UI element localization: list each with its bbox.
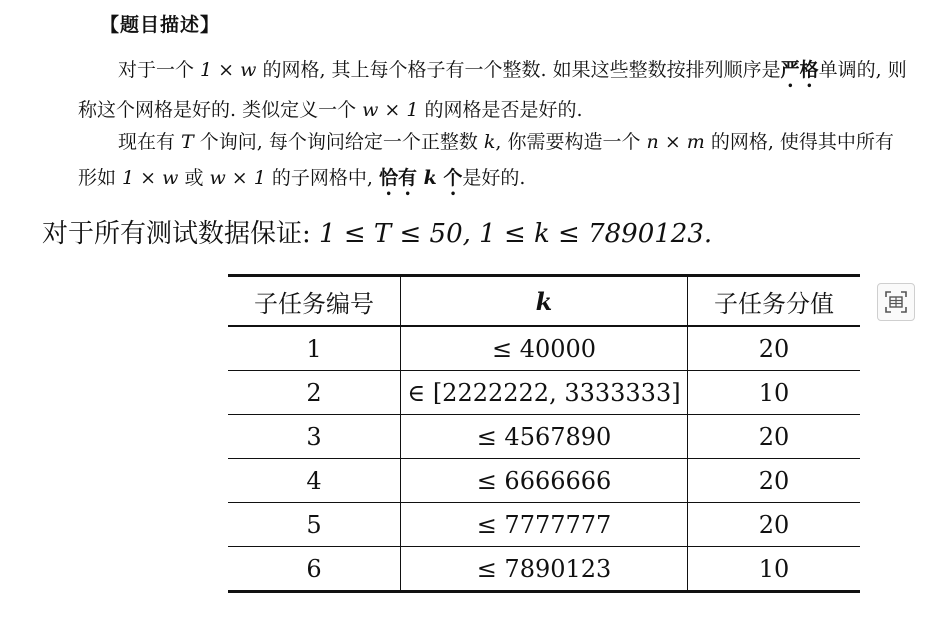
scan-text-icon-glyph bbox=[884, 290, 908, 314]
cell-k-range: ≤ 7890123 bbox=[401, 547, 688, 592]
cell-score: 20 bbox=[758, 334, 790, 363]
cell-score: 10 bbox=[758, 554, 790, 583]
problem-paragraph-1: 对于一个 1 × w 的网格, 其上每个格子有一个整数. 如果这些整数按排列顺序是严格单调的, 则称这个网格是好的. 类似定义一个 w × 1 的网格是否是好的. bbox=[78, 59, 907, 121]
cell-k-range: ≤ 7777777 bbox=[401, 503, 688, 547]
strict-emphasis: 严格 bbox=[780, 59, 819, 81]
cell-k-range: ≤ 40000 bbox=[401, 326, 688, 371]
cell-k-range: ∈ [2222222, 3333333] bbox=[401, 371, 688, 415]
cell-score: 20 bbox=[758, 510, 790, 539]
cell-score: 20 bbox=[758, 422, 790, 451]
table-header-row bbox=[228, 276, 860, 327]
subtask-table-container bbox=[228, 274, 860, 593]
cell-score: 20 bbox=[758, 466, 790, 495]
subtask-table bbox=[228, 274, 860, 593]
problem-paragraph-2: 现在有 T 个询问, 每个询问给定一个正整数 k, 你需要构造一个 n × m 的网格, 使得其中所有形如 1 × w 或 w × 1 的子网格中, 恰有 k 个是好的. bbox=[78, 131, 894, 189]
table-row bbox=[228, 547, 860, 592]
cell-subtask-id: 1 bbox=[228, 326, 401, 371]
cell-subtask-id: 2 bbox=[228, 371, 401, 415]
cell-subtask-id: 5 bbox=[228, 503, 401, 547]
cell-score: 10 bbox=[758, 378, 790, 407]
table-row bbox=[228, 415, 860, 459]
count-emphasis: 个 bbox=[443, 167, 463, 189]
cell-subtask-id: 3 bbox=[228, 415, 401, 459]
table-row bbox=[228, 371, 860, 415]
table-row bbox=[228, 459, 860, 503]
table-row bbox=[228, 503, 860, 547]
cell-subtask-id: 4 bbox=[228, 459, 401, 503]
header-subtask-id: 子任务编号 bbox=[228, 276, 401, 327]
data-constraint: 对于所有测试数据保证: 1 ≤ T ≤ 50, 1 ≤ k ≤ 7890123. bbox=[42, 219, 713, 249]
cell-k-range: ≤ 6666666 bbox=[401, 459, 688, 503]
header-subtask-score: 子任务分值 bbox=[714, 289, 834, 318]
header-k: k bbox=[401, 276, 688, 327]
section-title: 【题目描述】 bbox=[100, 14, 221, 36]
scan-text-icon[interactable] bbox=[877, 283, 915, 321]
table-row bbox=[228, 326, 860, 371]
cell-k-range: ≤ 4567890 bbox=[401, 415, 688, 459]
cell-subtask-id: 6 bbox=[228, 547, 401, 592]
exactly-emphasis: 恰有 bbox=[378, 167, 417, 189]
